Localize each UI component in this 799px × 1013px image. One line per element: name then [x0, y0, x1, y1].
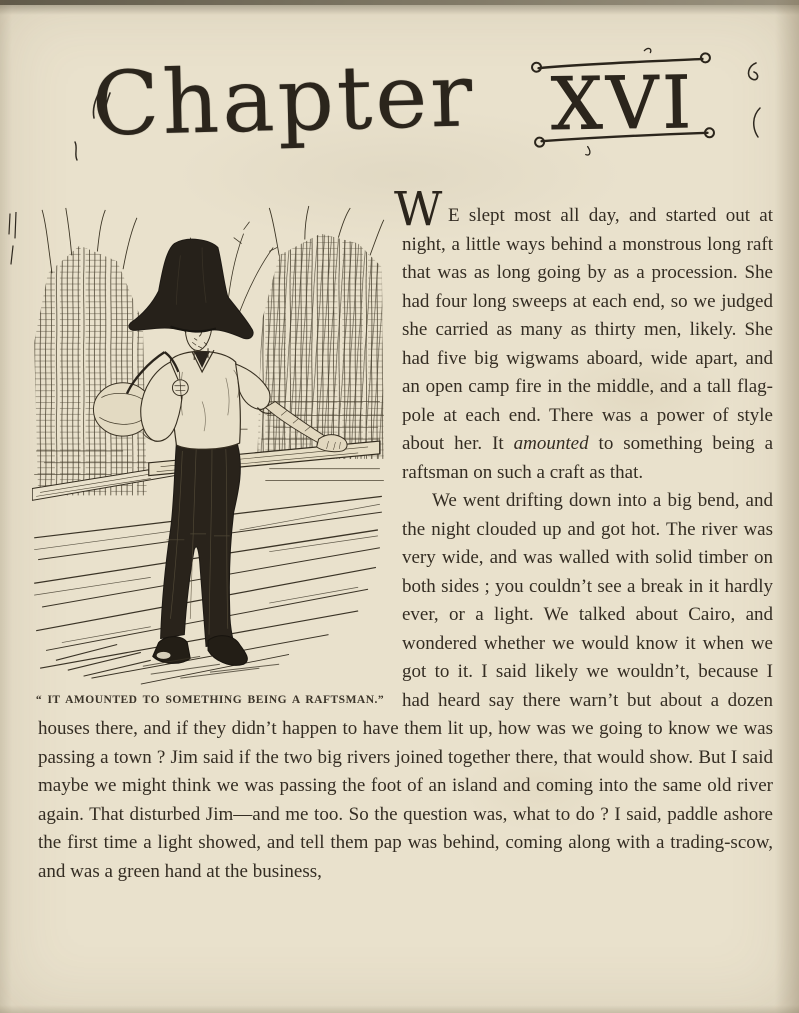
chapter-numeral: XVI	[550, 60, 696, 146]
page-right-edge	[775, 0, 799, 1013]
illustration-caption: “ IT AMOUNTED TO SOMETHING BEING A RAFTSMAN.”	[35, 694, 385, 706]
drop-cap: W	[394, 182, 443, 237]
page-content	[35, 0, 774, 886]
boots	[153, 636, 248, 666]
hat	[129, 239, 253, 339]
page-left-edge	[0, 0, 12, 1013]
page-top-edge-shadow	[0, 5, 799, 15]
reeds-right	[257, 206, 383, 459]
reeds-left	[34, 208, 147, 495]
italic-word: amounted	[513, 433, 589, 454]
raftsman-illustration	[32, 204, 388, 686]
chapter-numeral-frame	[526, 41, 720, 160]
body-text	[35, 182, 774, 886]
raftsman-figure	[32, 204, 388, 706]
paragraph-text: E slept most all day, and started out at night, a little ways behind a monstrous long raft that was as long going by as a procession. She had four long sweeps at each end, so we judged she carried as many as thirty men, likely. She had five big wigwams aboard, wide apart, and an open camp fire in the middle, and a tall flag-pole at each end. There was a power of style about her. It	[402, 205, 773, 454]
chapter-title-word: Chapter	[90, 43, 477, 156]
paragraph-text: We went drifting down into a big bend, and the night clouded up and got hot. The river was very wide, and was walled with solid timber on both sides ; you couldn’t see a break in it hardly ever, or a light. We talked about Cairo, and wondered whether we would know it when we got to it. I said likely we wouldn’t, because I had heard say there warn’t but about a dozen houses there, and if they didn’t happen to have them lit up, how was we going to know we was passing a town ? Jim said if the two big rivers joined together there, that would show. But I said maybe we might think we was passing the foot of an island and coming into the same old river again. That disturbed Jim—and me too. So the question was, what to do ? I said, paddle ashore the first time a light showed, and tell them pap was behind, coming along with a trading-scow, and was a green hand at the business,	[38, 490, 773, 882]
paragraph-text: to something being a raftsman on such a craft as that.	[402, 433, 774, 483]
chapter-heading	[38, 34, 773, 166]
page-bottom-edge	[0, 1005, 799, 1013]
